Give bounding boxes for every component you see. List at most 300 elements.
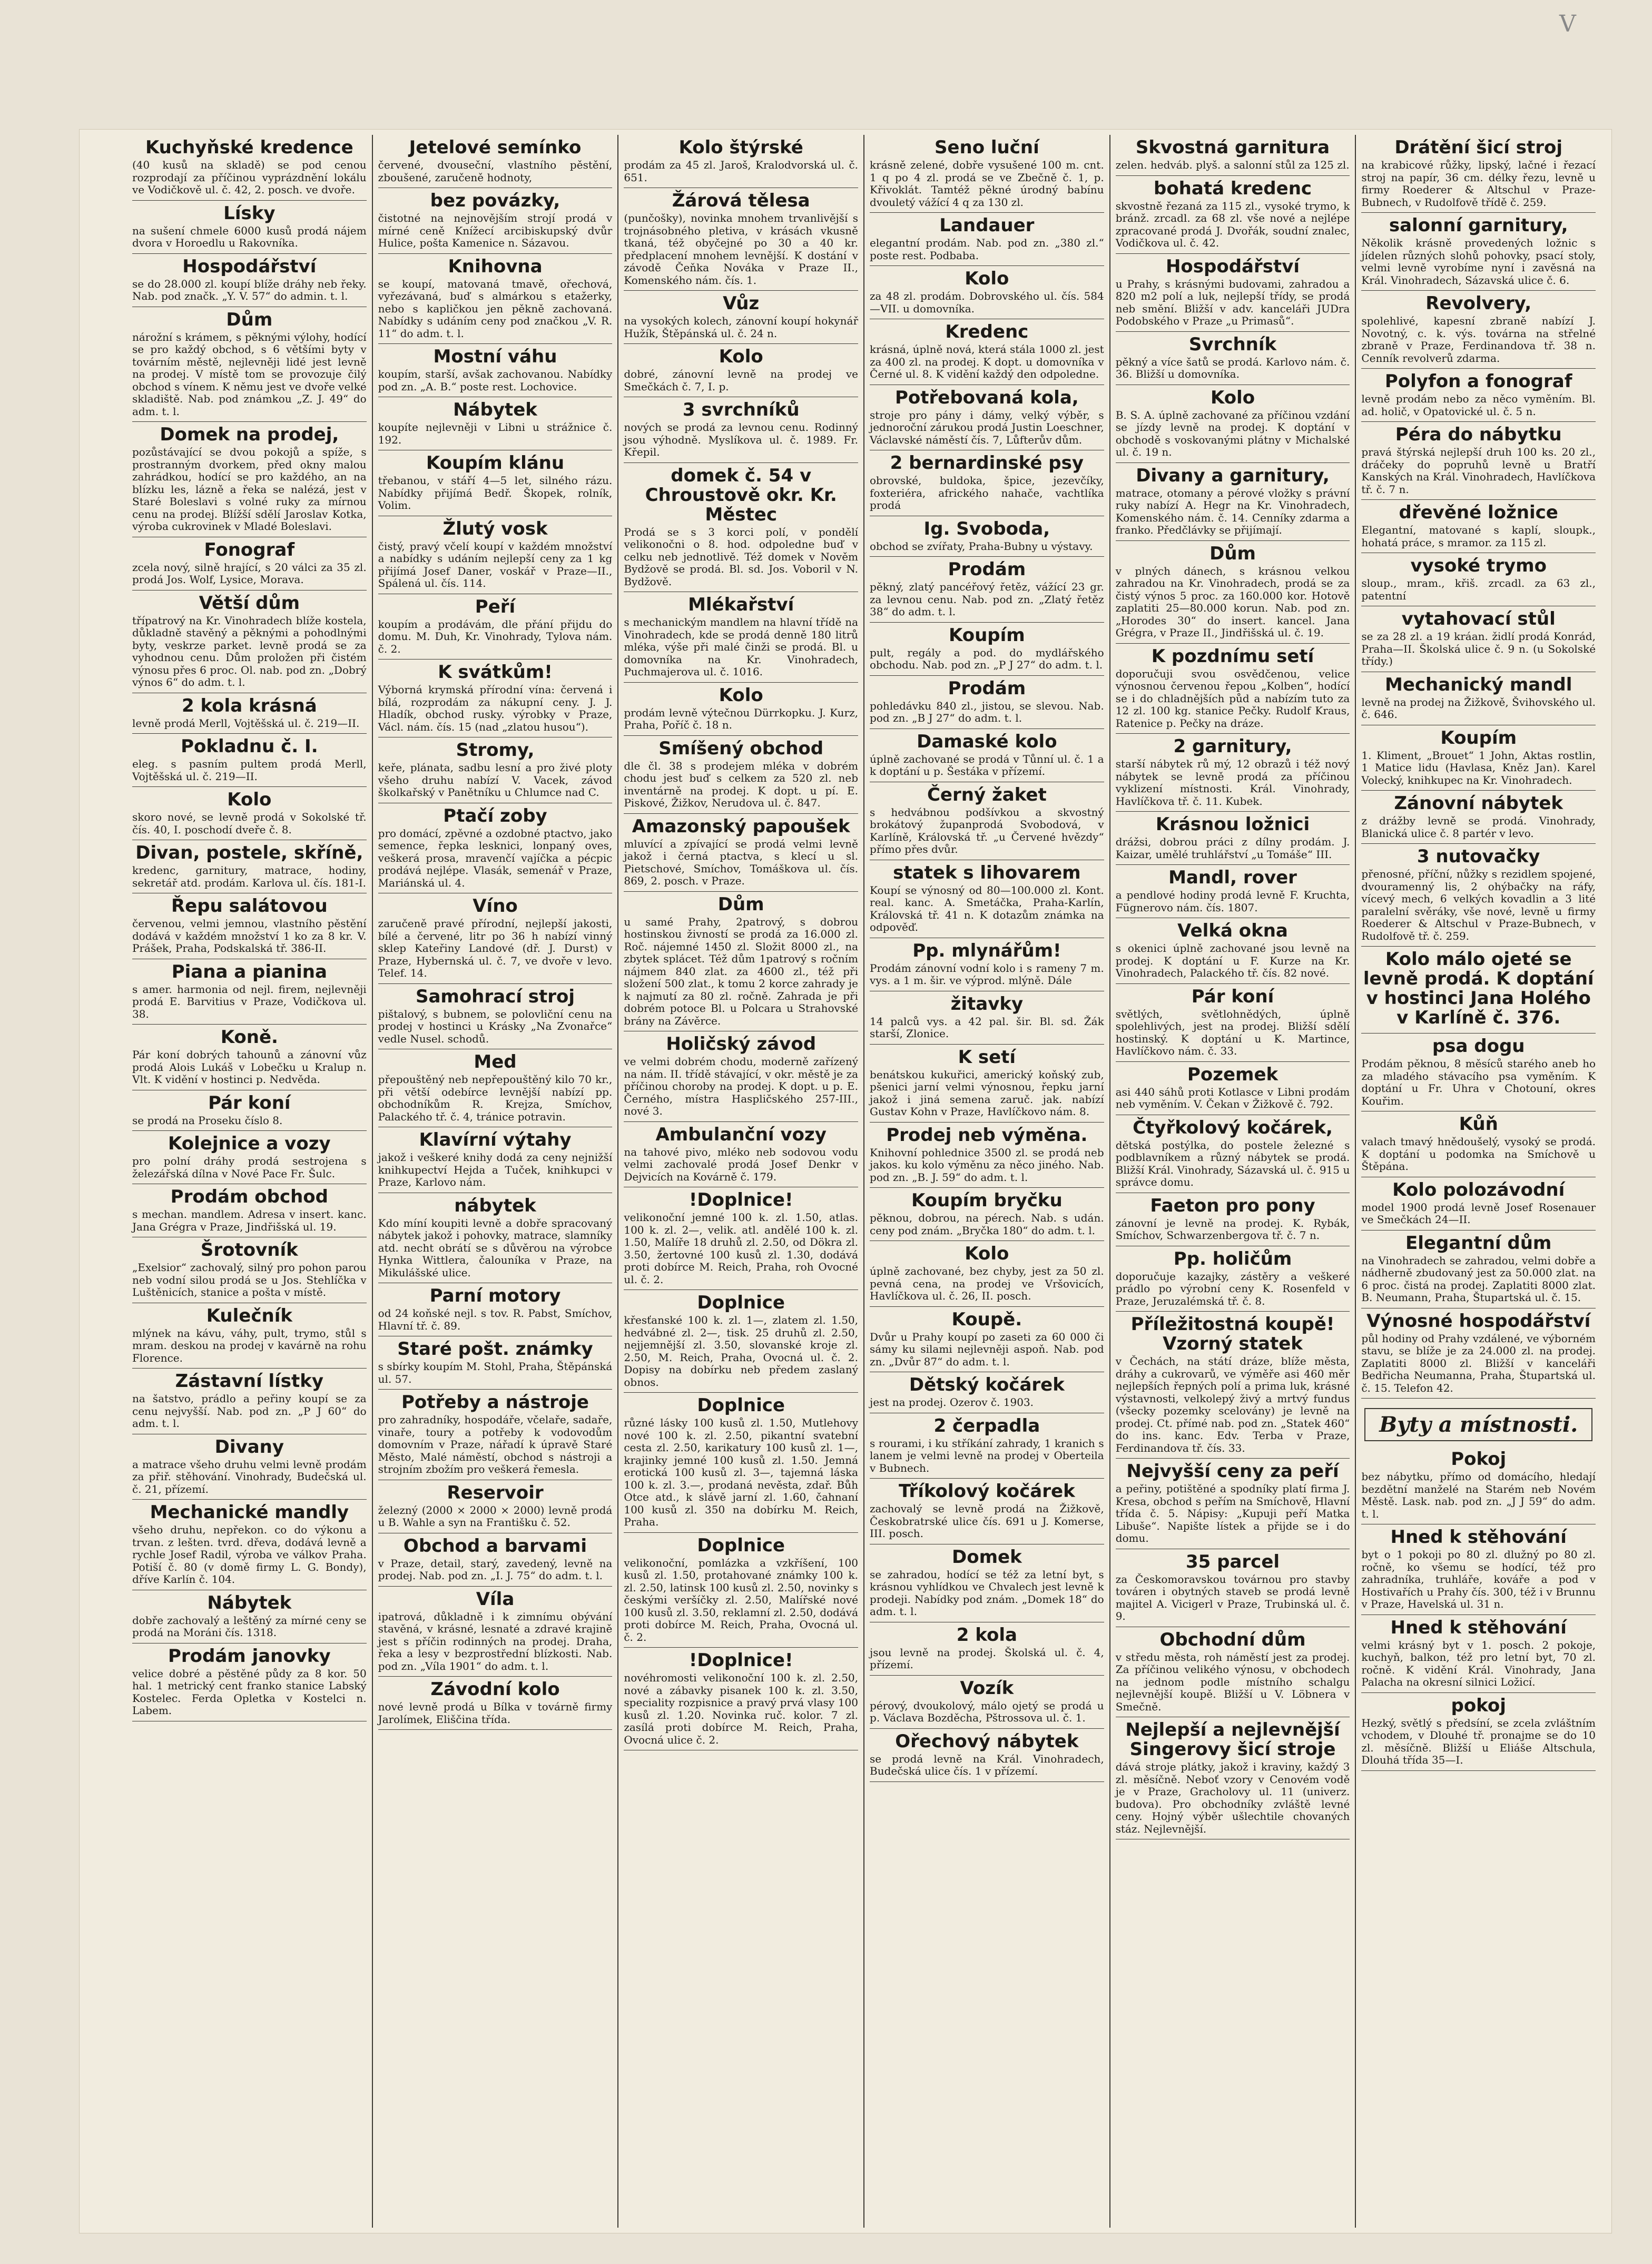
ad-title: !Doplnice! — [689, 1189, 793, 1210]
classified-ad — [132, 787, 367, 840]
ad-body: s sbírky koupím M. Stohl, Praha, Štěpánská ul. 57. — [378, 1360, 613, 1385]
ad-column — [1110, 135, 1356, 2228]
ad-title: Příležitostná koupě! Vzorný statek — [1130, 1314, 1335, 1354]
ad-title: Zástavní lístky — [175, 1371, 324, 1392]
ad-body: B. S. A. úplně zachované za příčinou vzdání se jízdy levně na prodej. K doptání v obchodě s voskovanými plátny v Michalské ul. č. 19 n. — [1115, 408, 1350, 458]
classified-ad — [378, 1193, 613, 1284]
newspaper-page — [79, 129, 1612, 2233]
classified-ad — [624, 291, 858, 344]
ad-body: eleg. s pasním pultem prodá Merll, Vojtěšská ul. č. 219—II. — [132, 757, 367, 783]
classified-ad — [378, 803, 613, 894]
ad-title: Domek na prodej, — [160, 424, 339, 445]
classified-ad — [1116, 332, 1350, 385]
ad-title: Divany a garnitury, — [1136, 465, 1330, 486]
ad-title: Dětský kočárek — [909, 1374, 1065, 1395]
ad-body: dle čl. 38 s prodejem mléka v dobrém chodu jest buď s celkem za 520 zl. neb inventárně na prodej. K dopt. u pí. E. Piskové, Žižkov, Nerudova ul. č. 847. — [624, 759, 859, 809]
ad-title: Prodej neb výměna. — [886, 1124, 1088, 1146]
ad-body: všeho druhu, nepřekon. co do výkonu a trvan. z lešten. tvrd. dřeva, dodává levně a rychle Josef Radil, výroba ve válkov Praha. Potiší č. 80 (v domě firmy L. G. Bondy), dříve Karlín č. 104. — [132, 1523, 367, 1586]
ad-body: stroje pro pány i dámy, velký výběr, s jednoroční zárukou prodá Justin Loeschner, Václavské náměstí čís. 7, Lůfterův dům. — [870, 408, 1104, 446]
ad-body: dobře zachovalý a leštěný za mírné ceny se prodá na Moráni čís. 1318. — [132, 1613, 367, 1639]
classified-ad — [132, 893, 367, 959]
ad-title: 2 kola — [956, 1624, 1017, 1646]
ad-column — [127, 135, 373, 2228]
ad-body: s rourami, i ku stříkání zahrady, 1 kranich s lanem je velmi levně na prodej v Oberteila v Bubnech. — [870, 1436, 1104, 1474]
classified-ad — [132, 537, 367, 590]
classified-ad — [1116, 1193, 1350, 1246]
ad-body: model 1900 prodá levně Josef Rosenauer ve Smečkách 24—II. — [1361, 1200, 1596, 1226]
ad-body: na sušení chmele 6000 kusů prodá nájem dvora v Horoedlu u Rakovníka. — [132, 224, 367, 249]
ad-title: Potřebovaná kola, — [894, 387, 1079, 408]
ad-title: Samohrací stroj — [415, 986, 575, 1007]
ad-body: sloup., mram., křiš. zrcadl. za 63 zl., patentní — [1361, 577, 1596, 602]
ad-body: čistý, pravý včelí koupí v každém množství a nabídky s udáním nejlepší ceny za 1 kg přijímá Josef Daner, voskář v Praze—II., Spálená ul. čís. 114. — [378, 539, 613, 589]
classified-ad — [1116, 644, 1350, 734]
ad-title: Divan, postele, skříně, — [135, 842, 363, 863]
ad-body: různé lásky 100 kusů zl. 1.50, Mutlehovy nové 100 k. zl. 2.50, pikantní svatební cesta zl. 2.50, karikatury 100 kusů zl. 1—, krajinky jemné 100 kusů zl. 1.50. Jemná erotická 100 kusů zl. 3—, tajemná láska 100 k. zl. 3.—, prodaná nevěsta, zdař. Bůh Otce atd., k slávě jarní zl. 1.60, čahnaní 100 kusů zl. 350 na dobírku M. Reich, Praha. — [624, 1416, 859, 1528]
ad-body: úplně zachované, bez chyby, jest za 50 zl. pevná cena, na prodej ve Vršovicích, Havlíčkova ul. č. 26, II. posch. — [870, 1265, 1104, 1302]
classified-ad — [1361, 1446, 1596, 1524]
ad-body: s hedvábnou podšívkou a skvostný brokátový županprodá Svobodová, v Karlíně, Královská tř. „u Červené hvězdy“ přímo přes dvůr. — [870, 805, 1104, 855]
ad-body: se do 28.000 zl. koupí blíže dráhy neb řeky. Nab. pod značk. „Y. V. 57“ do admin. t. l. — [132, 277, 367, 302]
ad-body: s mechanickým mandlem na hlavní třídě na Vinohradech, kde se prodá denně 180 litrů mléka, výše při malé činži se prodá. Bl. u domovníka na Kr. Vinohradech, Puchmajerova ul. č. 1016. — [624, 616, 859, 678]
ad-title: salonní garnitury, — [1389, 215, 1568, 236]
ad-title: Pár koní — [1191, 986, 1274, 1007]
classified-ad — [378, 516, 613, 594]
ad-body: na vysokých kolech, zánovní koupí hokynář Hužík, Štěpánská ul. č. 24 n. — [624, 314, 859, 340]
ad-title: Staré pošt. známky — [397, 1338, 593, 1360]
ad-body: červenou, velmi jemnou, vlastního pěstění dodává v každém množství 1 ko za 8 kr. V. Prášek, Praha, Podskalská tř. 386-II. — [132, 917, 367, 954]
ad-body: benátskou kukuřici, americký koňský zub, pšenici jarní velmi výnosnou, řepku jarní jakož i jiná semena zaruč. jak. nabízí Gustav Kohn v Praze, Havlíčkovo nám. 8. — [870, 1068, 1104, 1118]
ad-title: Tříkolový kočárek — [898, 1481, 1075, 1502]
ad-title: Kolo málo ojeté se levně prodá. K doptání v hostinci Jana Holého v Karlíně č. 376. — [1363, 949, 1594, 1028]
classified-ad — [624, 1122, 858, 1188]
ad-body: na Vinohradech se zahradou, velmi dobře a nádherně zbudovaný jest za 50.000 zlat. na 6 proc. čistá na prodej. Zaplatiti 8000 zlat. B. Neumann, Praha, Štupartská ul. č. 15. — [1361, 1254, 1596, 1304]
ad-body: matrace, otomany a pérové vložky s právní ruky nabízí A. Hegr na Kr. Vinohradech, Komenského nám. č. 14. Cenníky zdarma a franko. Předčlávky se přijímají. — [1115, 486, 1350, 536]
ad-body: pro polní dráhy prodá sestrojena s železářská dílna v Nové Pace Fr. Šulc. — [132, 1155, 367, 1180]
classified-ad — [624, 892, 858, 1032]
ad-title: Šrotovník — [200, 1239, 298, 1261]
classified-ad — [378, 344, 613, 397]
classified-ad — [870, 319, 1104, 385]
ad-body: z drážby levně se prodá. Vinohrady, Blanická ulice č. 8 partér v levo. — [1361, 814, 1596, 840]
ad-body: velikonoční jemné 100 k. zl. 1.50, atlas. 100 k. zl. 2—, velik. atl. andělé 100 k. zl. 1.50, Malíře 18 druhů zl. 2.50, od Dökra zl. 3.50, žertovné 100 kusů zl. 1.30, dodává proti dobírce M. Reich, Praha, roh Ovocné ul. č. 2. — [624, 1211, 859, 1286]
ad-body: se prodá levně na Král. Vinohradech, Budečská ulice čís. 1 v přízemí. — [870, 1752, 1104, 1777]
classified-ad — [870, 1622, 1104, 1676]
ad-body: byt o 1 pokoji po 80 zl. dlužný po 80 zl. ročně, ko všemu se hodící, též pro zahradníka, truhláře, kováře a pod v Hostivařích u Prahy čís. 300, též i v Brunnu v Praze, Havelská ul. 31 n. — [1361, 1548, 1596, 1610]
classified-ad — [870, 1479, 1104, 1544]
ad-title: psa dogu — [1432, 1036, 1525, 1057]
ad-body: velice dobré a pěstěné půdy za 8 kor. 50 hal. 1 metrický cent franko stanice Labský Kostelec. Ferda Opletka v Kostelci n. Labem. — [132, 1667, 367, 1717]
classified-ad — [132, 693, 367, 734]
classified-ad — [378, 594, 613, 660]
ad-title: Ambulanční vozy — [655, 1124, 827, 1145]
ad-title: Ig. Svoboda, — [923, 518, 1050, 539]
ad-body: přepouštěný neb nepřepouštěný kilo 70 kr., při větší odebírce levnější nabízí pp. obchodníkům R. Krejza, Smíchov, Palackého tř. č. 4, tránice potravin. — [378, 1073, 613, 1123]
classified-columns — [127, 135, 1601, 2228]
ad-body: křesťanské 100 k. zl. 1—, zlatem zl. 1.50, hedvábné zl. 2—, tisk. 25 druhů zl. 2.50, nejjemnější zl. 3.50, slovanské kroje zl. 2.50, M. Reich, Praha, Ovocná ul. č. 2. Dopisy na dobírku neb předem zaslaný obnos. — [624, 1314, 859, 1389]
ad-body: železný (2000 × 2000 × 2000) levně prodá u B. Wahle a syn na Františku č. 52. — [378, 1503, 613, 1529]
ad-title: Čtyřkolový kočárek, — [1133, 1117, 1333, 1138]
ad-title: Reservoir — [447, 1482, 544, 1503]
classified-ad — [378, 893, 613, 984]
classified-ad — [132, 201, 367, 254]
ad-title: Revolvery, — [1425, 293, 1532, 314]
classified-ad — [870, 860, 1104, 938]
ad-title: Nejvyšší ceny za peří — [1126, 1461, 1339, 1482]
classified-ad — [870, 623, 1104, 676]
ad-title: Dům — [226, 309, 273, 330]
classified-ad — [1116, 812, 1350, 865]
ad-body: Koupí se výnosný od 80—100.000 zl. Kont. real. kanc. A. Smetáčka, Praha-Karlín, Královská tř. 41 n. K dotazům známka na odpověď. — [870, 883, 1104, 933]
ad-body: pravá štýrská nejlepší druh 100 ks. 20 zl., dráčeky do popruhů levně u Bratří Kanských na Král. Vinohradech, Havlíčkova tř. č. 7 n. — [1361, 446, 1596, 496]
classified-ad — [870, 1045, 1104, 1123]
classified-ad — [870, 1729, 1104, 1782]
ad-body: Elegantní, matované s kaplí, sloupk., hohatá práce, s mramor. za 115 zl. — [1361, 524, 1596, 549]
ad-title: Mechanický mandl — [1385, 674, 1572, 695]
ad-title: K pozdnímu setí — [1151, 645, 1314, 667]
ad-title: Nábytek — [453, 399, 537, 420]
ad-body: krásná, úplně nová, která stála 1000 zl. jest za 400 zl. na prodej. K dopt. u domovníka v Černé ul. 8. K vidění každý den odpoledne. — [870, 343, 1104, 380]
ad-title: Koně. — [220, 1027, 278, 1048]
ad-title: Damaské kolo — [917, 731, 1057, 752]
ad-body: na šatstvo, prádlo a peřiny koupí se za cenu nejvyšší. Nab. pod zn. „P J 60“ do adm. t. l. — [132, 1392, 367, 1430]
ad-title: Koupím klánu — [426, 452, 565, 474]
classified-ad — [870, 557, 1104, 623]
ad-body: prodám za 45 zl. Jaroš, Kralodvorská ul. č. 651. — [624, 159, 859, 184]
classified-ad — [132, 1025, 367, 1090]
ad-title: Velká okna — [1177, 920, 1288, 941]
ad-title: Pozemek — [1187, 1064, 1279, 1085]
classified-ad — [1116, 176, 1350, 254]
classified-ad — [870, 1544, 1104, 1622]
ad-body: mlýnek na kávu, váhy, pult, trymo, stůl s mram. deskou na prodej v kavárně na rohu Florence. — [132, 1326, 367, 1364]
ad-body: zánovní je levně na prodej. K. Rybák, Smíchov, Schwarzenbergova tř. č. 7 n. — [1115, 1216, 1350, 1242]
classified-ad — [870, 385, 1104, 451]
classified-ad — [132, 590, 367, 693]
ad-body: koupíte nejlevněji v Libni u strážnice č. 192. — [378, 421, 613, 446]
ad-title: Elegantní dům — [1405, 1232, 1552, 1254]
ad-title: domek č. 54 v Chroustově okr. Kr. Městec — [645, 465, 837, 525]
classified-ad — [1116, 385, 1350, 463]
ad-title: Žárová tělesa — [672, 190, 810, 211]
ad-body: na tahové pivo, mléko neb sodovou vodu velmi zachovalé prodá Josef Denkr v Dejvicích na Kovárně č. 179. — [624, 1145, 859, 1183]
classified-ad — [624, 463, 858, 593]
classified-ad — [870, 1372, 1104, 1413]
ad-title: Kolo — [719, 684, 763, 706]
ad-body: keře, plánata, sadbu lesní a pro živé ploty všeho druhu nabízí V. Vacek, závod školkařský v Panětníku u Chlumce nad C. — [378, 761, 613, 799]
classified-ad — [624, 1648, 858, 1750]
ad-title: 2 kola krásná — [181, 695, 317, 716]
ad-title: vysoké trymo — [1410, 555, 1547, 576]
classified-ad — [1361, 1231, 1596, 1308]
ad-title: Mechanické mandly — [150, 1502, 349, 1523]
classified-ad — [624, 592, 858, 683]
classified-ad — [378, 188, 613, 254]
classified-ad — [132, 1303, 367, 1369]
ad-body: půl hodiny od Prahy vzdálené, ve výborném stavu, se blíže je za 24.000 zl. na prodej. Zaplatiti 8000 zl. Bližší v kanceláři Bedřicha Neumanna, Praha, Štupartská ul. č. 15. Telefon 42. — [1361, 1332, 1596, 1394]
ad-title: Žlutý vosk — [442, 518, 548, 539]
ad-title: pokoj — [1451, 1695, 1506, 1716]
ad-title: Doplnice — [697, 1292, 785, 1313]
classified-ad — [870, 991, 1104, 1045]
classified-ad — [624, 1533, 858, 1648]
ad-body: elegantní prodám. Nab. pod zn. „380 zl.“ poste rest. Podbaba. — [870, 237, 1104, 262]
classified-ad — [1361, 1693, 1596, 1771]
classified-ad — [378, 1049, 613, 1127]
classified-ad — [1361, 135, 1596, 213]
ad-title: Kolejnice a vozy — [168, 1133, 331, 1154]
classified-ad — [1361, 1524, 1596, 1615]
classified-ad — [1361, 1615, 1596, 1693]
classified-ad — [1361, 369, 1596, 422]
classified-ad — [870, 1241, 1104, 1307]
ad-body: mluvící a zpívající se prodá velmi levně jakož i černá ptactva, s klecí u sl. Pietschové, Smíchov, Tomáškova ul. čís. 869, 2. posch. v Praze. — [624, 837, 859, 887]
ad-title: Obchodní dům — [1159, 1629, 1306, 1650]
ad-title: Koupím — [1440, 727, 1517, 749]
ad-title: Hned k stěhování — [1390, 1527, 1567, 1548]
classified-ad — [1116, 1459, 1350, 1549]
classified-ad — [1361, 1033, 1596, 1111]
ad-body: Výborná krymská přírodní vína: červená i bílá, rozprodám za nákupní ceny. J. J. Hladík, obchod rusky. výrobky v Praze, Václ. nám. čís. 15 (nad „zlatou husou“). — [378, 683, 613, 733]
ad-body: zcela nový, silně hrající, s 20 válci za 35 zl. prodá Jos. Wolf, Lysice, Morava. — [132, 560, 367, 586]
ad-title: Ptačí zoby — [443, 805, 547, 826]
ad-body: (40 kusů na skladě) se pod cenou rozprodají za příčinou vyprázdnění lokálu ve Vodičkově ul. č. 42, 2. posch. ve dvoře. — [132, 159, 367, 196]
classified-ad — [870, 1676, 1104, 1729]
classified-ad — [1116, 463, 1350, 541]
classified-ad — [1116, 541, 1350, 644]
ad-title: 2 čerpadla — [933, 1415, 1040, 1436]
ad-body: třípatrový na Kr. Vinohradech blíže kostela, důkladně stavěný a pěknými a pohodlnými byty, veskrze parket. levně prodá se za vyhodnou cenu. Dům proložen při čistém výnosu přes 6 proc. Ol. nab. pod zn. „Dobrý výnos 6“ do adm. t. l. — [132, 614, 367, 688]
ad-body: „Exelsior“ zachovalý, silný pro pohon parou neb vodní silou prodá se u Jos. Stehlíčka v Luštěnicích, stanice a pošta v místě. — [132, 1261, 367, 1298]
ad-title: Mlékařství — [688, 594, 794, 615]
ad-title: Dům — [1210, 543, 1256, 564]
ad-body: bez nábytku, přímo od domácího, hledají bezdětní manželé na Starém neb Novém Městě. Lask. nab. pod zn. „J J 59“ do adm. t. l. — [1361, 1470, 1596, 1520]
ad-title: bohatá kredenc — [1153, 178, 1312, 199]
ad-body: pohledávku 840 zl., jistou, se slevou. Nab. pod zn. „B J 27“ do adm. t. l. — [870, 699, 1104, 724]
ad-body: drážsi, dobrou práci z dílny prodám. J. Kaizar, umělé truhlářství „u Tomáše“ III. — [1115, 835, 1350, 861]
ad-title: Kolo — [227, 789, 272, 810]
classified-ad — [624, 1031, 858, 1122]
classified-ad — [378, 1480, 613, 1533]
ad-body: obchod se zvířaty, Praha-Bubny u výstavy. — [870, 539, 1093, 553]
ad-title: Péra do nábytku — [1395, 424, 1562, 445]
ad-body: pěkný, zlatý pancéřový řetěz, vážící 23 gr. za levnou cenu. Nab. pod zn. „Zlatý řetěz 38“ do adm. t. l. — [870, 580, 1104, 618]
ad-body: v Praze, detail, starý, zavedený, levně na prodej. Nab. pod zn. „I. J. 75“ do adm. t. l. — [378, 1557, 613, 1582]
ad-body: dává stroje plátky, jakož i kraviny, každý 3 zl. měsíčně. Neboť vzory v Cenovém vodě je v Praze, Gracholovy ul. 11 (univerz. budova). Pro obchodníky zvláště levné ceny. Hojný výběr ušlechtile chovaných stáz. Nejlevnější. — [1115, 1760, 1350, 1835]
classified-ad — [624, 397, 858, 463]
ad-title: Kolo — [1210, 387, 1255, 408]
ad-body: světlých, světlohnědých, úplně spolehlivých, jest na prodej. Bližší sdělí hostinský. K doptání u K. Martince, Havlíčkovo nám. č. 33. — [1115, 1007, 1350, 1057]
ad-title: Skvostná garnitura — [1135, 137, 1330, 158]
ad-column — [373, 135, 619, 2228]
ad-title: Prodám — [948, 677, 1026, 699]
classified-ad — [1361, 1111, 1596, 1177]
classified-ad — [378, 1283, 613, 1336]
classified-ad — [1116, 1627, 1350, 1718]
ad-title: Kolo štýrské — [678, 137, 803, 158]
ad-column — [1356, 135, 1601, 2228]
ad-body: u Prahy, s krásnými budovami, zahradou a 820 m2 polí a luk, nejlepší třídy, se prodá neb smění. Bližší v adv. kanceláři JUDra Podobského v Praze „u Primasů“. — [1115, 277, 1350, 327]
ad-title: Pp. holičům — [1173, 1248, 1292, 1269]
ad-column — [864, 135, 1110, 2228]
ad-column — [618, 135, 864, 2228]
classified-ad — [132, 1090, 367, 1131]
classified-ad — [1361, 844, 1596, 947]
ad-body: zelen. hedváb. plyš. a salonní stůl za 125 zl. — [1115, 159, 1350, 171]
classified-ad — [1361, 791, 1596, 844]
classified-ad — [378, 1587, 613, 1677]
classified-ad — [624, 1393, 858, 1533]
ad-title: Hned k stěhování — [1390, 1617, 1567, 1638]
ad-body: pěkný a více šatů se prodá. Karlovo nám. č. 36. Bližší u domovníka. — [1115, 355, 1350, 380]
ad-title: Ořechový nábytek — [895, 1730, 1079, 1752]
ad-body: Prodám zánovní vodní kolo i s rameny 7 m. vys. a 1 m. šir. ve výprod. mlýně. Dále — [870, 961, 1104, 987]
classified-ad — [624, 344, 858, 397]
ad-title: Hospodářství — [182, 255, 317, 277]
classified-ad — [870, 213, 1104, 266]
ad-title: Pp. mlynářům! — [912, 940, 1061, 961]
classified-ad — [132, 959, 367, 1025]
ad-body: se koupí, matovaná tmavě, ořechová, vyřezávaná, buď s almárkou s etažerky, nebo s kapličkou jen pěkně zachovaná. Nabídky s udáním ceny pod značkou „V. R. 11“ do adm. t. l. — [378, 277, 613, 340]
ad-title: nábytek — [454, 1195, 536, 1216]
ad-body: zaručeně pravé přírodní, nejlepší jakosti, bílé a červené, litr po 36 h nabízí vinný sklep Kateřiny Landové (dř. J. Durst) v Praze, Hybernská ul. č. 7, ve dvoře v levo. Telef. 14. — [378, 917, 613, 979]
ad-body: doporučuje kazajky, zástěry a veškeré prádlo po výrobní ceny K. Rosenfeld v Praze, Jeruzalémská tř. č. 8. — [1115, 1269, 1350, 1307]
ad-title: Holičský závod — [666, 1033, 817, 1055]
classified-ad — [132, 1131, 367, 1184]
ad-body: valach tmavý hnědoušelý, vysoký se prodá. K doptání u podomka na Smíchově u Štěpána. — [1361, 1135, 1596, 1173]
ad-body: skoro nové, se levně prodá v Sokolské tř. čís. 40, I. poschodí dveře č. 8. — [132, 811, 367, 836]
classified-ad — [1361, 213, 1596, 291]
classified-ad — [378, 397, 613, 450]
classified-ad — [1116, 734, 1350, 812]
ad-title: Pokladnu č. I. — [181, 736, 318, 757]
classified-ad — [870, 1413, 1104, 1479]
ad-title: Řepu salátovou — [171, 895, 328, 917]
ad-title: bez povázky, — [430, 190, 560, 211]
ad-title: Výnosné hospodářství — [1366, 1310, 1591, 1332]
ad-title: Větší dům — [199, 592, 300, 614]
ad-title: Potřeby a nástroje — [401, 1392, 589, 1413]
ad-title: !Doplnice! — [689, 1650, 793, 1671]
ad-body: nové levně prodá u Bílka v továrně firmy Jarolímek, Eliščina třída. — [378, 1700, 613, 1726]
page-corner-mark: V — [1559, 11, 1576, 37]
classified-ad — [1361, 500, 1596, 553]
ad-body: se prodá na Proseku číslo 8. — [132, 1114, 283, 1127]
classified-ad — [1361, 672, 1596, 725]
classified-ad — [1361, 291, 1596, 369]
classified-ad — [1361, 606, 1596, 672]
ad-body: a pendlové hodiny prodá levně F. Kruchta, Fügnerovo nám. čís. 1807. — [1115, 889, 1350, 914]
classified-ad — [1116, 1549, 1350, 1627]
classified-ad — [870, 450, 1104, 516]
ad-title: Hospodářství — [1165, 255, 1300, 277]
ad-body: levně prodá Merll, Vojtěšská ul. č. 219—II. — [132, 716, 360, 730]
ad-title: Parní motory — [429, 1285, 561, 1306]
ad-body: za 48 zl. prodám. Dobrovského ul. čís. 584—VII. u domovníka. — [870, 290, 1104, 315]
ad-title: Nejlepší a nejlevnější Singerovy šicí stroje — [1125, 1719, 1340, 1760]
classified-ad — [132, 1643, 367, 1721]
classified-ad — [870, 1123, 1104, 1188]
classified-ad — [1116, 1062, 1350, 1115]
classified-ad — [378, 254, 613, 344]
ad-title: Nábytek — [207, 1592, 292, 1613]
ad-title: Koupím bryčku — [911, 1190, 1063, 1211]
ad-title: Amazonský papoušek — [632, 815, 850, 837]
classified-ad — [624, 1290, 858, 1393]
ad-title: Med — [474, 1051, 517, 1072]
ad-title: K svátkům! — [438, 662, 553, 683]
ad-title: 3 nutovačky — [1417, 846, 1540, 867]
ad-title: Klavírní výtahy — [419, 1129, 572, 1150]
classified-ad — [1361, 1308, 1596, 1399]
ad-body: v středu města, roh náměstí jest za prodej. Za příčinou velikého výnosu, v obchodech na jednom podle místního schalgu nejlevnější koupě. Bližší u V. Löbnera v Smečně. — [1115, 1650, 1350, 1713]
ad-title: Peří — [475, 596, 516, 617]
ad-body: nových se prodá za levnou cenu. Rodinný jsou výhodně. Myslíkova ul. č. 1989. Fr. Křepil. — [624, 421, 859, 458]
classified-ad — [132, 734, 367, 787]
ad-body: prodám levně výtečnou Dürrkopku. J. Kurz, Praha, Poříč č. 18 n. — [624, 706, 859, 731]
classified-ad — [378, 1390, 613, 1480]
ad-body: Kdo míní koupiti levně a dobře spracovaný nábytek jakož i pohovky, matrace, slamníky atd. necht obrátí se s důvěrou na výrobce Hynka Wittlera, čalouníka v Praze, na Mikulášské ulice. — [378, 1216, 613, 1279]
classified-ad — [1116, 865, 1350, 918]
ad-body: s amer. harmonia od nejl. firem, nejlevněji prodá E. Barvitius v Praze, Vodičkova ul. 38. — [132, 982, 367, 1020]
classified-ad — [870, 782, 1104, 860]
classified-ad — [870, 135, 1104, 213]
classified-ad — [624, 683, 858, 736]
ad-body: u samé Prahy, 2patrový, s dobrou hostinskou živností se prodá za 16.000 zl. Roč. nájemné 1450 zl. Složit 8000 zl., na zbytek splácet. Též dům 1patrový s ročním nájmem 840 zlat. za 4600 zl., též při složení 500 zlat., k tomu 2 korce zahrady je k najmutí za 80 zl. ročně. Zahrada je při dobrém potoce Bl. u Polcara u Strahovské brány na Závěrce. — [624, 915, 859, 1027]
ad-body: krásně zelené, dobře vysušené 100 m. cnt. 1 q po 4 zl. prodá se ve Zbečně č. 1, p. Křivoklát. Tamtéž pěkné úrodný babínu dvouletý vážící 4 q za 130 zl. — [870, 159, 1104, 209]
ad-title: Pokoj — [1451, 1449, 1507, 1470]
ad-title: Krásnou ložnici — [1155, 814, 1310, 835]
ad-title: Doplnice — [697, 1395, 785, 1416]
ad-title: 35 parcel — [1185, 1551, 1280, 1572]
ad-body: a matrace všeho druhu velmi levně prodám za přiř. stěhování. Vinohrady, Budečská ul. č. 21, přízemí. — [132, 1458, 367, 1495]
ad-title: Domek — [952, 1546, 1022, 1568]
ad-title: Drátění šicí stroj — [1394, 137, 1563, 158]
ad-title: Koupím — [948, 624, 1025, 646]
classified-ad — [378, 737, 613, 803]
ad-title: Prodám janovky — [168, 1645, 331, 1667]
classified-ad — [1361, 553, 1596, 606]
ad-title: Polyfon a fonograf — [1384, 371, 1572, 392]
ad-body: Několik krásně provedených ložnic s jídelen různých slohů pohovky, psací stoly, velmi levně vyrobíme nyní i zavěsná na Král. Vinohradech, Sázavská ulice č. 6. — [1361, 237, 1596, 287]
ad-title: Faeton pro pony — [1150, 1195, 1315, 1216]
ad-title: Zánovní nábytek — [1394, 793, 1563, 814]
ad-body: Hezký, světlý s předsíní, se zcela zvláštním vchodem, v Dlouhé tř. pronajme se do 10 zl. měsíčně. Bližší u Eliáše Altschula, Dlouhá třída 35—I. — [1361, 1716, 1596, 1766]
ad-title: K setí — [958, 1046, 1016, 1068]
ad-body: starší nábytek rů mý, 12 obrazů i též nový nábytek se levně prodá za příčinou vyklizení místnosti. Král. Vinohrady, Havlíčkova tř. č. 11. Kubek. — [1115, 757, 1350, 808]
classified-ad — [378, 984, 613, 1050]
ad-title: Prodám obchod — [170, 1186, 328, 1207]
classified-ad — [1361, 422, 1596, 500]
ad-body: od 24 koňské nejl. s tov. R. Pabst, Smíchov, Hlavní tř. č. 89. — [378, 1307, 613, 1332]
ad-body: asi 440 sáhů proti Kotlasce v Libni prodám neb vyměním. V. Čekan v Žižkově č. 792. — [1115, 1085, 1350, 1110]
classified-ad — [132, 1590, 367, 1643]
ad-title: Stromy, — [456, 740, 535, 761]
ad-body: levně prodám nebo za něco vyměním. Bl. ad. holič, v Opatovické ul. č. 5 n. — [1361, 392, 1596, 418]
classified-ad — [870, 1188, 1104, 1241]
ad-title: Lísky — [223, 202, 276, 224]
ad-title: Vůz — [723, 293, 760, 314]
classified-ad — [132, 1434, 367, 1500]
ad-title: Mostní váhu — [433, 346, 557, 367]
ad-body: doporučuji svou osvědčenou, velice výnosnou červenou řepou „Kolben“, hodící se i do chladnějších půd a nabízím tuto za 12 zl. 100 kg. stanice Pečky. Rudolf Kraus, Ratenice p. Pečky na dráze. — [1115, 667, 1350, 730]
ad-body: přenosné, příční, nůžky s rezidlem spojené, dvouramenný lis, 2 ohýbačky na ráfy, vícevý mech, 6 velkých kovadlin a 3 lité paralelní svěráky, vše nové, levně u firmy Roederer & Altschul v Praze-Bubnech, v Rudolfově tř. č. 259. — [1361, 868, 1596, 942]
ad-body: třebanou, v stáří 4—5 let, silného rázu. Nabídky přijímá Bedř. Škopek, rolník, Volim. — [378, 474, 613, 511]
classified-ad — [624, 1187, 858, 1290]
classified-ad — [1361, 725, 1596, 791]
ad-title: Víno — [473, 895, 518, 917]
classified-ad — [132, 1237, 367, 1303]
